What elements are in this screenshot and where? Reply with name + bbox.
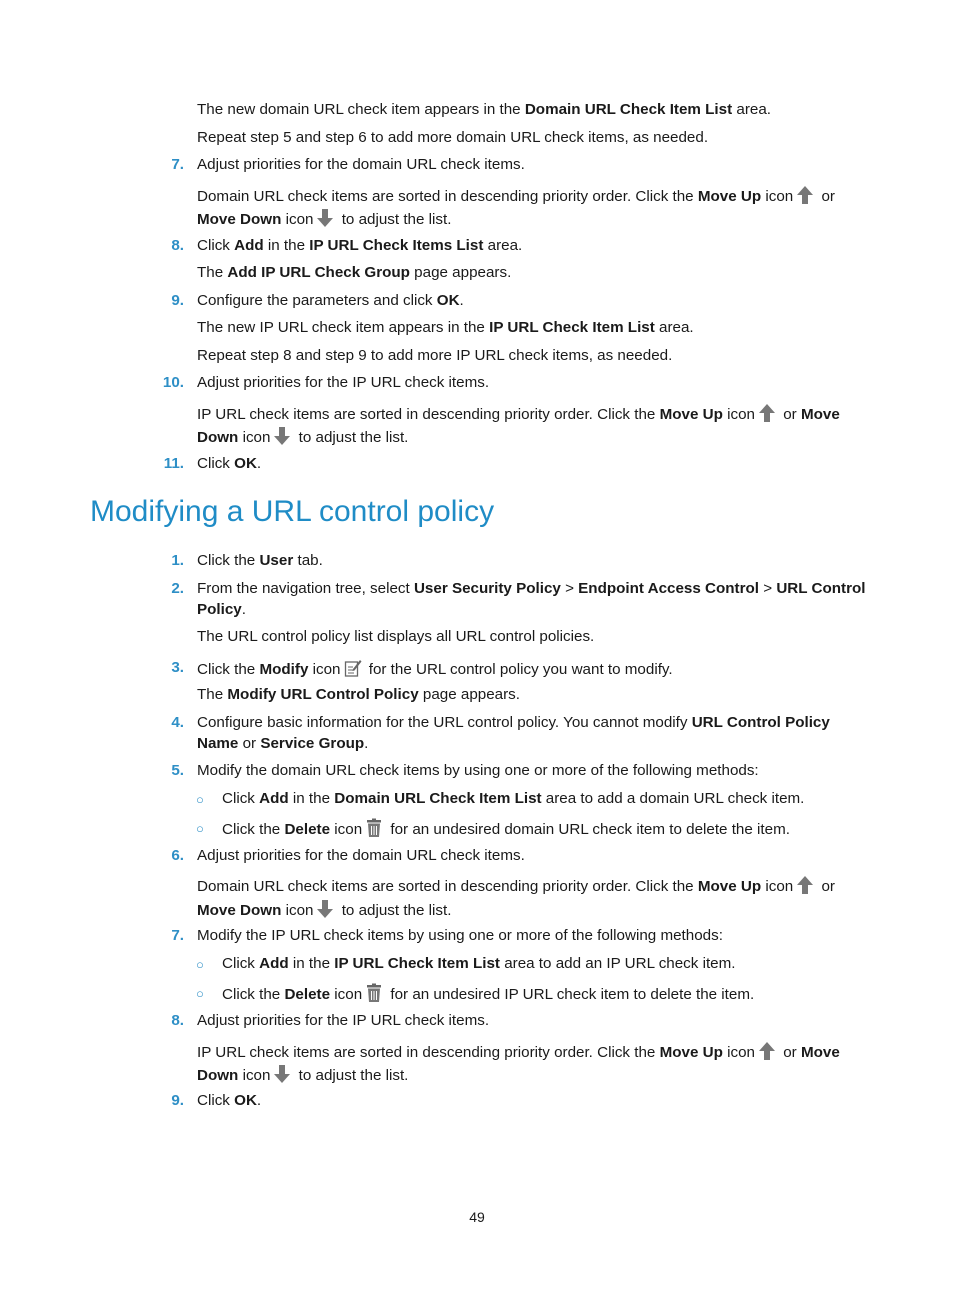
para-text: Repeat step 8 and step 9 to add more IP URL check items, as needed. — [197, 347, 673, 364]
step-text: Configure basic information for the URL control policy. You cannot modify URL Control Policy — [197, 714, 830, 731]
bullet: ○ — [196, 821, 204, 836]
para-text: The new domain URL check item appears in the Domain URL Check Item List area. — [197, 101, 771, 118]
para-text: Down icon to adjust the list. — [197, 426, 408, 448]
move-up-icon — [758, 403, 776, 423]
step-number: 11. — [163, 455, 184, 472]
step-text: Click Add in the IP URL Check Items List area. — [197, 237, 523, 254]
move-down-icon — [273, 426, 291, 446]
bullet-text: Click the Delete icon for an undesired IP URL check item to delete the item. — [222, 983, 754, 1005]
step-text: Name or Service Group. — [197, 735, 369, 752]
para-text: Move Down icon to adjust the list. — [197, 208, 451, 230]
bullet: ○ — [196, 792, 204, 807]
step-number: 5. — [171, 762, 184, 779]
para-text: IP URL check items are sorted in descending priority order. Click the Move Up icon or Move — [197, 403, 840, 425]
step-text: Adjust priorities for the IP URL check items. — [197, 1012, 490, 1029]
step-text: Click OK. — [197, 1092, 262, 1109]
move-up-icon — [796, 875, 814, 895]
para-text: Domain URL check items are sorted in descending priority order. Click the Move Up icon or — [197, 875, 835, 897]
delete-icon — [365, 818, 383, 838]
step-text: Adjust priorities for the domain URL check items. — [197, 847, 525, 864]
step-number: 10. — [162, 374, 184, 391]
bullet: ○ — [196, 986, 204, 1001]
para-text: Repeat step 5 and step 6 to add more domain URL check items, as needed. — [197, 129, 709, 146]
para-text: IP URL check items are sorted in descending priority order. Click the Move Up icon or Move — [197, 1041, 840, 1063]
step-number: 8. — [171, 237, 184, 254]
step-text: Click the User tab. — [197, 552, 323, 569]
para-text: Domain URL check items are sorted in descending priority order. Click the Move Up icon or — [197, 185, 835, 207]
step-text: Click the Modify icon for the URL control policy you want to modify. — [197, 658, 673, 680]
move-up-icon — [758, 1041, 776, 1061]
section-heading: Modifying a URL control policy — [90, 495, 495, 528]
bullet-text: Click the Delete icon for an undesired domain URL check item to delete the item. — [222, 818, 790, 840]
delete-icon — [365, 983, 383, 1003]
step-text: Adjust priorities for the domain URL check items. — [197, 156, 525, 173]
para-text: The new IP URL check item appears in the IP URL Check Item List area. — [197, 319, 694, 336]
para-text: Move Down icon to adjust the list. — [197, 899, 451, 921]
step-number: 4. — [171, 714, 184, 731]
step-number: 8. — [171, 1012, 184, 1029]
step-text: Adjust priorities for the IP URL check items. — [197, 374, 490, 391]
step-number: 7. — [171, 927, 184, 944]
para-text: Down icon to adjust the list. — [197, 1064, 408, 1086]
bullet-text: Click Add in the IP URL Check Item List area to add an IP URL check item. — [222, 955, 736, 972]
step-number: 9. — [171, 292, 184, 309]
step-number: 3. — [171, 659, 184, 676]
step-number: 1. — [171, 552, 184, 569]
step-number: 9. — [171, 1092, 184, 1109]
step-text: Configure the parameters and click OK. — [197, 292, 464, 309]
move-up-icon — [796, 185, 814, 205]
page-number: 49 — [469, 1209, 485, 1225]
para-text: The Add IP URL Check Group page appears. — [197, 264, 512, 281]
step-text: Policy. — [197, 601, 246, 618]
step-text: Modify the domain URL check items by using one or more of the following methods: — [197, 762, 759, 779]
para-text: The Modify URL Control Policy page appears. — [197, 686, 520, 703]
modify-icon — [344, 658, 362, 678]
move-down-icon — [273, 1064, 291, 1084]
para-text: The URL control policy list displays all URL control policies. — [197, 628, 595, 645]
step-text: Modify the IP URL check items by using one or more of the following methods: — [197, 927, 723, 944]
step-text: From the navigation tree, select User Security Policy > Endpoint Access Control > URL Control — [197, 580, 866, 597]
step-number: 7. — [171, 156, 184, 173]
move-down-icon — [316, 899, 334, 919]
bullet-text: Click Add in the Domain URL Check Item List area to add a domain URL check item. — [222, 790, 805, 807]
move-down-icon — [316, 208, 334, 228]
step-number: 2. — [171, 580, 184, 597]
step-number: 6. — [171, 847, 184, 864]
bullet: ○ — [196, 957, 204, 972]
step-text: Click OK. — [197, 455, 262, 472]
